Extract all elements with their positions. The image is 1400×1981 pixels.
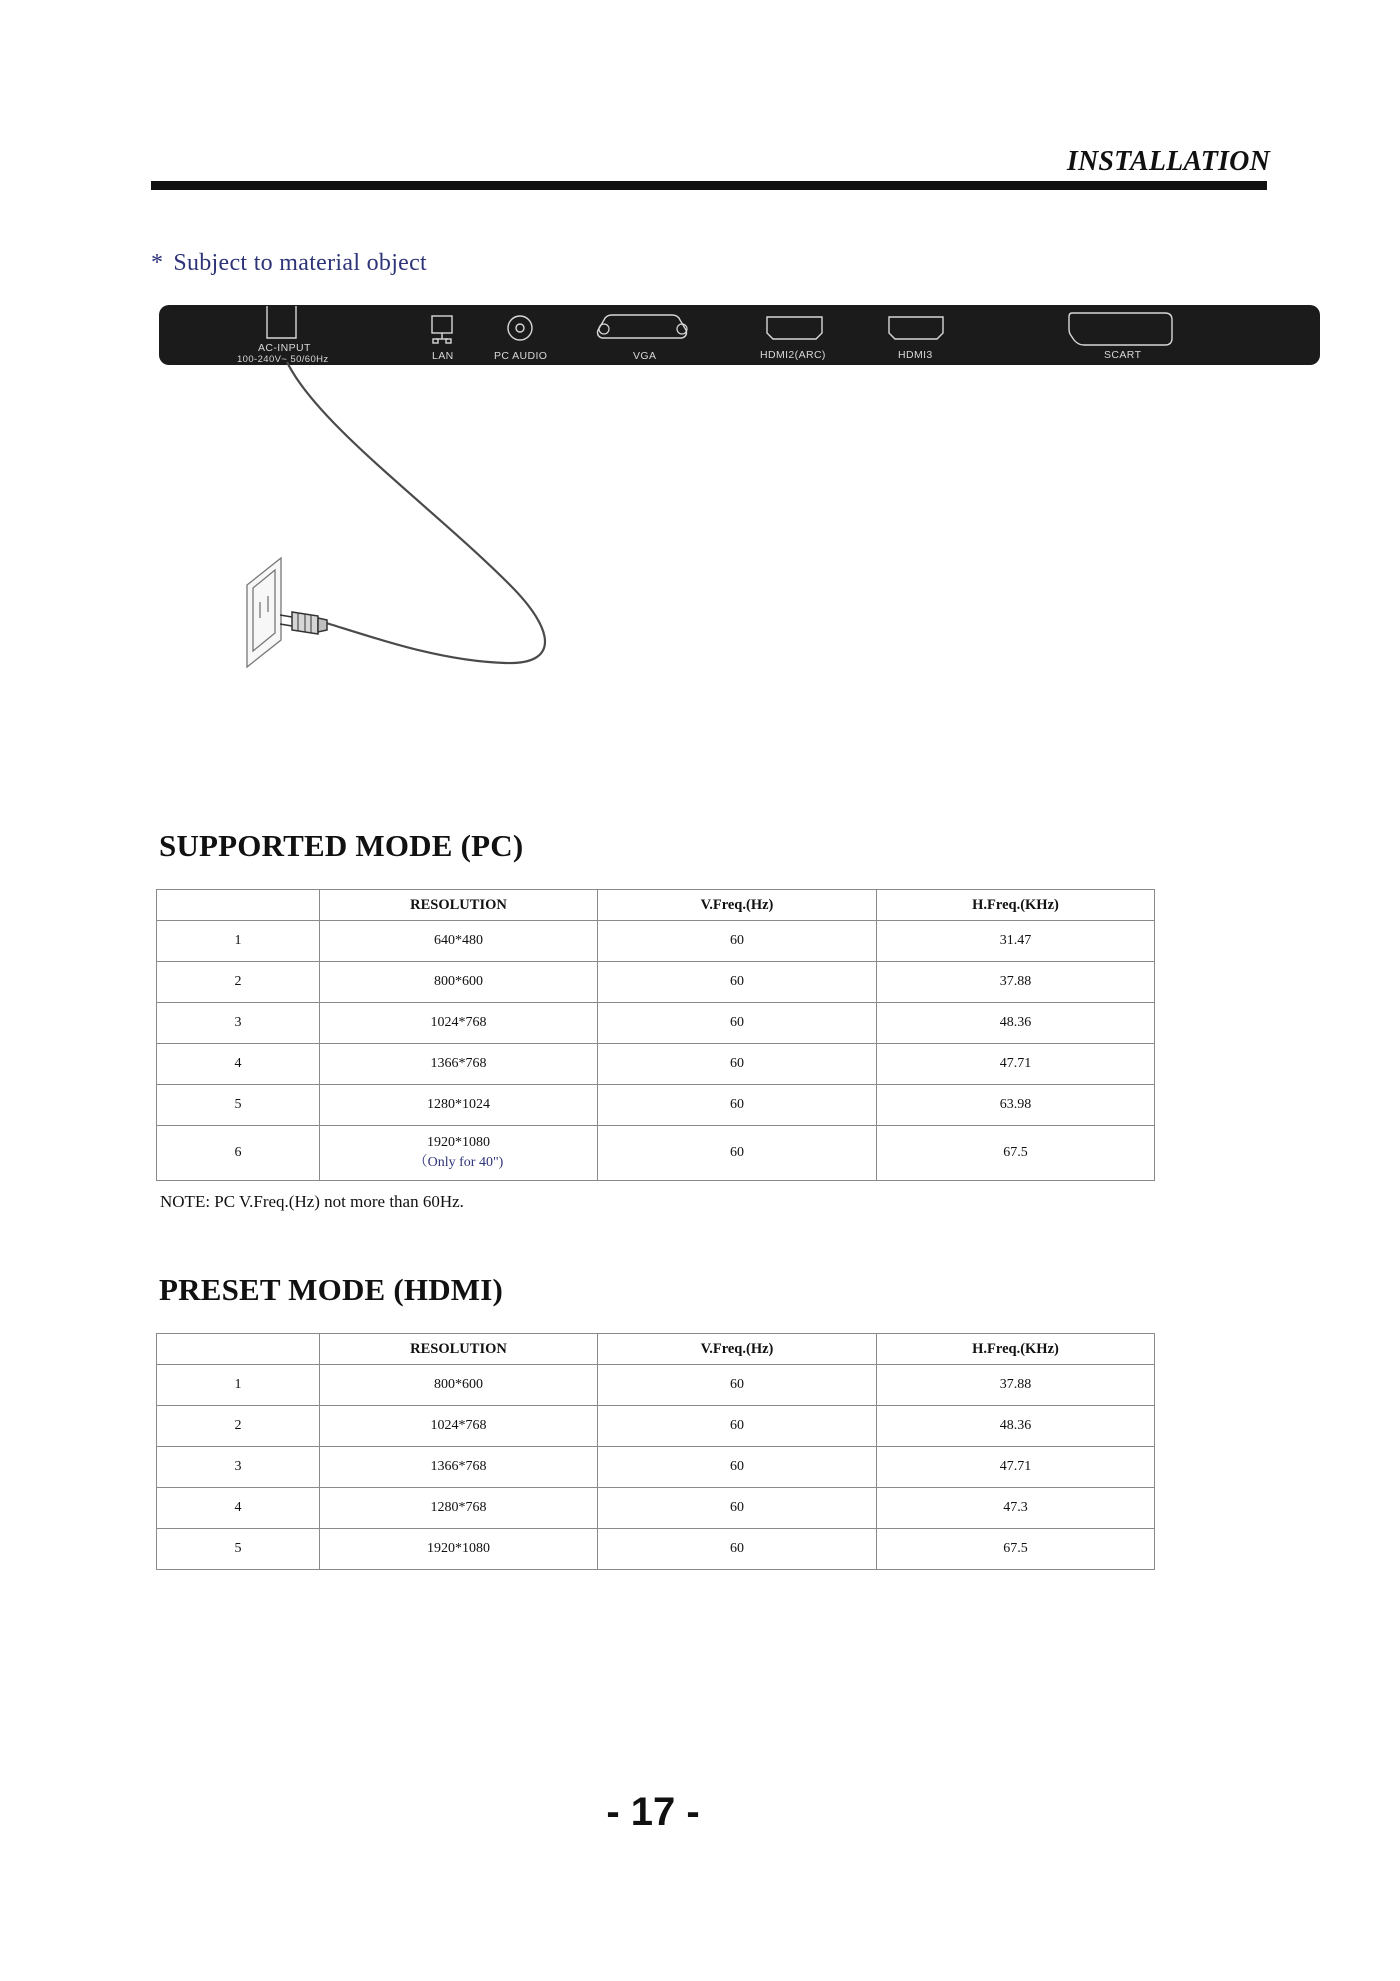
hfreq-cell: 47.3 <box>877 1488 1155 1529</box>
resolution-cell: 1920*1080 <box>320 1529 598 1570</box>
hfreq-cell: 63.98 <box>877 1085 1155 1126</box>
table-row <box>157 1529 1155 1570</box>
column-header-vfreq: V.Freq.(Hz) <box>598 1334 877 1365</box>
resolution-cell: 640*480 <box>320 921 598 962</box>
vfreq-cell: 60 <box>598 1447 877 1488</box>
column-header-resolution: RESOLUTION <box>320 1334 598 1365</box>
vfreq-cell: 60 <box>598 1126 877 1181</box>
hfreq-cell: 47.71 <box>877 1447 1155 1488</box>
hfreq-cell: 31.47 <box>877 921 1155 962</box>
resolution-cell: 1280*768 <box>320 1488 598 1529</box>
vfreq-cell: 60 <box>598 1085 877 1126</box>
resolution-cell: 1366*768 <box>320 1044 598 1085</box>
hfreq-cell: 37.88 <box>877 962 1155 1003</box>
section-title: INSTALLATION <box>1066 146 1270 177</box>
hfreq-cell: 37.88 <box>877 1365 1155 1406</box>
row-number: 5 <box>157 1085 320 1126</box>
resolution-size-note: （Only for 40") <box>413 1155 504 1170</box>
row-number: 3 <box>157 1447 320 1488</box>
power-plug-icon <box>280 612 327 634</box>
table-row <box>157 1044 1155 1085</box>
port-label-lan: LAN <box>432 350 454 362</box>
table-row <box>157 1447 1155 1488</box>
resolution-cell: 1366*768 <box>320 1447 598 1488</box>
column-header-vfreq: V.Freq.(Hz) <box>598 890 877 921</box>
vfreq-cell: 60 <box>598 1003 877 1044</box>
vfreq-cell: 60 <box>598 1406 877 1447</box>
row-number: 6 <box>157 1126 320 1181</box>
row-number: 2 <box>157 1406 320 1447</box>
port-label-ac-input: AC-INPUT <box>258 342 311 354</box>
row-number: 1 <box>157 1365 320 1406</box>
resolution-cell: 1024*768 <box>320 1406 598 1447</box>
column-header-index <box>157 890 320 921</box>
connection-diagram <box>0 0 1400 700</box>
wall-outlet-icon <box>247 558 281 667</box>
pc-frequency-note: NOTE: PC V.Freq.(Hz) not more than 60Hz. <box>160 1192 464 1211</box>
table-header-row <box>157 890 1155 921</box>
hfreq-cell: 48.36 <box>877 1406 1155 1447</box>
row-number: 4 <box>157 1488 320 1529</box>
table-row <box>157 921 1155 962</box>
vfreq-cell: 60 <box>598 1044 877 1085</box>
resolution-value: 1920*1080 <box>427 1135 490 1150</box>
vfreq-cell: 60 <box>598 1365 877 1406</box>
column-header-resolution: RESOLUTION <box>320 890 598 921</box>
pc-mode-table <box>156 889 1155 1181</box>
row-number: 4 <box>157 1044 320 1085</box>
page-number: - 17 - <box>606 1790 700 1834</box>
port-label-ac-input-rating: 100-240V~ 50/60Hz <box>237 354 329 365</box>
table-row <box>157 1365 1155 1406</box>
port-label-hdmi2-arc: HDMI2(ARC) <box>760 349 826 361</box>
vfreq-cell: 60 <box>598 1488 877 1529</box>
vfreq-cell: 60 <box>598 1529 877 1570</box>
table-row <box>157 1488 1155 1529</box>
asterisk-mark: * <box>151 250 164 276</box>
column-header-index <box>157 1334 320 1365</box>
row-number: 5 <box>157 1529 320 1570</box>
hfreq-cell: 67.5 <box>877 1529 1155 1570</box>
hdmi-mode-table <box>156 1333 1155 1570</box>
vfreq-cell: 60 <box>598 921 877 962</box>
column-header-hfreq: H.Freq.(KHz) <box>877 890 1155 921</box>
resolution-cell: 1280*1024 <box>320 1085 598 1126</box>
table-row <box>157 1085 1155 1126</box>
table-row <box>157 1406 1155 1447</box>
resolution-cell: 1024*768 <box>320 1003 598 1044</box>
resolution-cell: 800*600 <box>320 962 598 1003</box>
vfreq-cell: 60 <box>598 962 877 1003</box>
table-row <box>157 1003 1155 1044</box>
column-header-hfreq: H.Freq.(KHz) <box>877 1334 1155 1365</box>
table-header-row <box>157 1334 1155 1365</box>
port-label-pc-audio: PC AUDIO <box>494 350 548 362</box>
pc-mode-title: SUPPORTED MODE (PC) <box>159 828 524 863</box>
subject-note-text: Subject to material object <box>173 250 428 276</box>
resolution-cell: 800*600 <box>320 1365 598 1406</box>
hdmi-mode-title: PRESET MODE (HDMI) <box>159 1272 504 1307</box>
row-number: 1 <box>157 921 320 962</box>
tv-back-panel <box>159 305 1320 365</box>
hfreq-cell: 67.5 <box>877 1126 1155 1181</box>
power-cord <box>287 362 545 663</box>
table-row <box>157 962 1155 1003</box>
row-number: 2 <box>157 962 320 1003</box>
hfreq-cell: 48.36 <box>877 1003 1155 1044</box>
port-label-scart: SCART <box>1104 349 1142 361</box>
resolution-cell <box>320 1126 598 1181</box>
row-number: 3 <box>157 1003 320 1044</box>
port-label-hdmi3: HDMI3 <box>898 349 933 361</box>
hfreq-cell: 47.71 <box>877 1044 1155 1085</box>
table-row <box>157 1126 1155 1181</box>
port-label-vga: VGA <box>633 350 657 362</box>
